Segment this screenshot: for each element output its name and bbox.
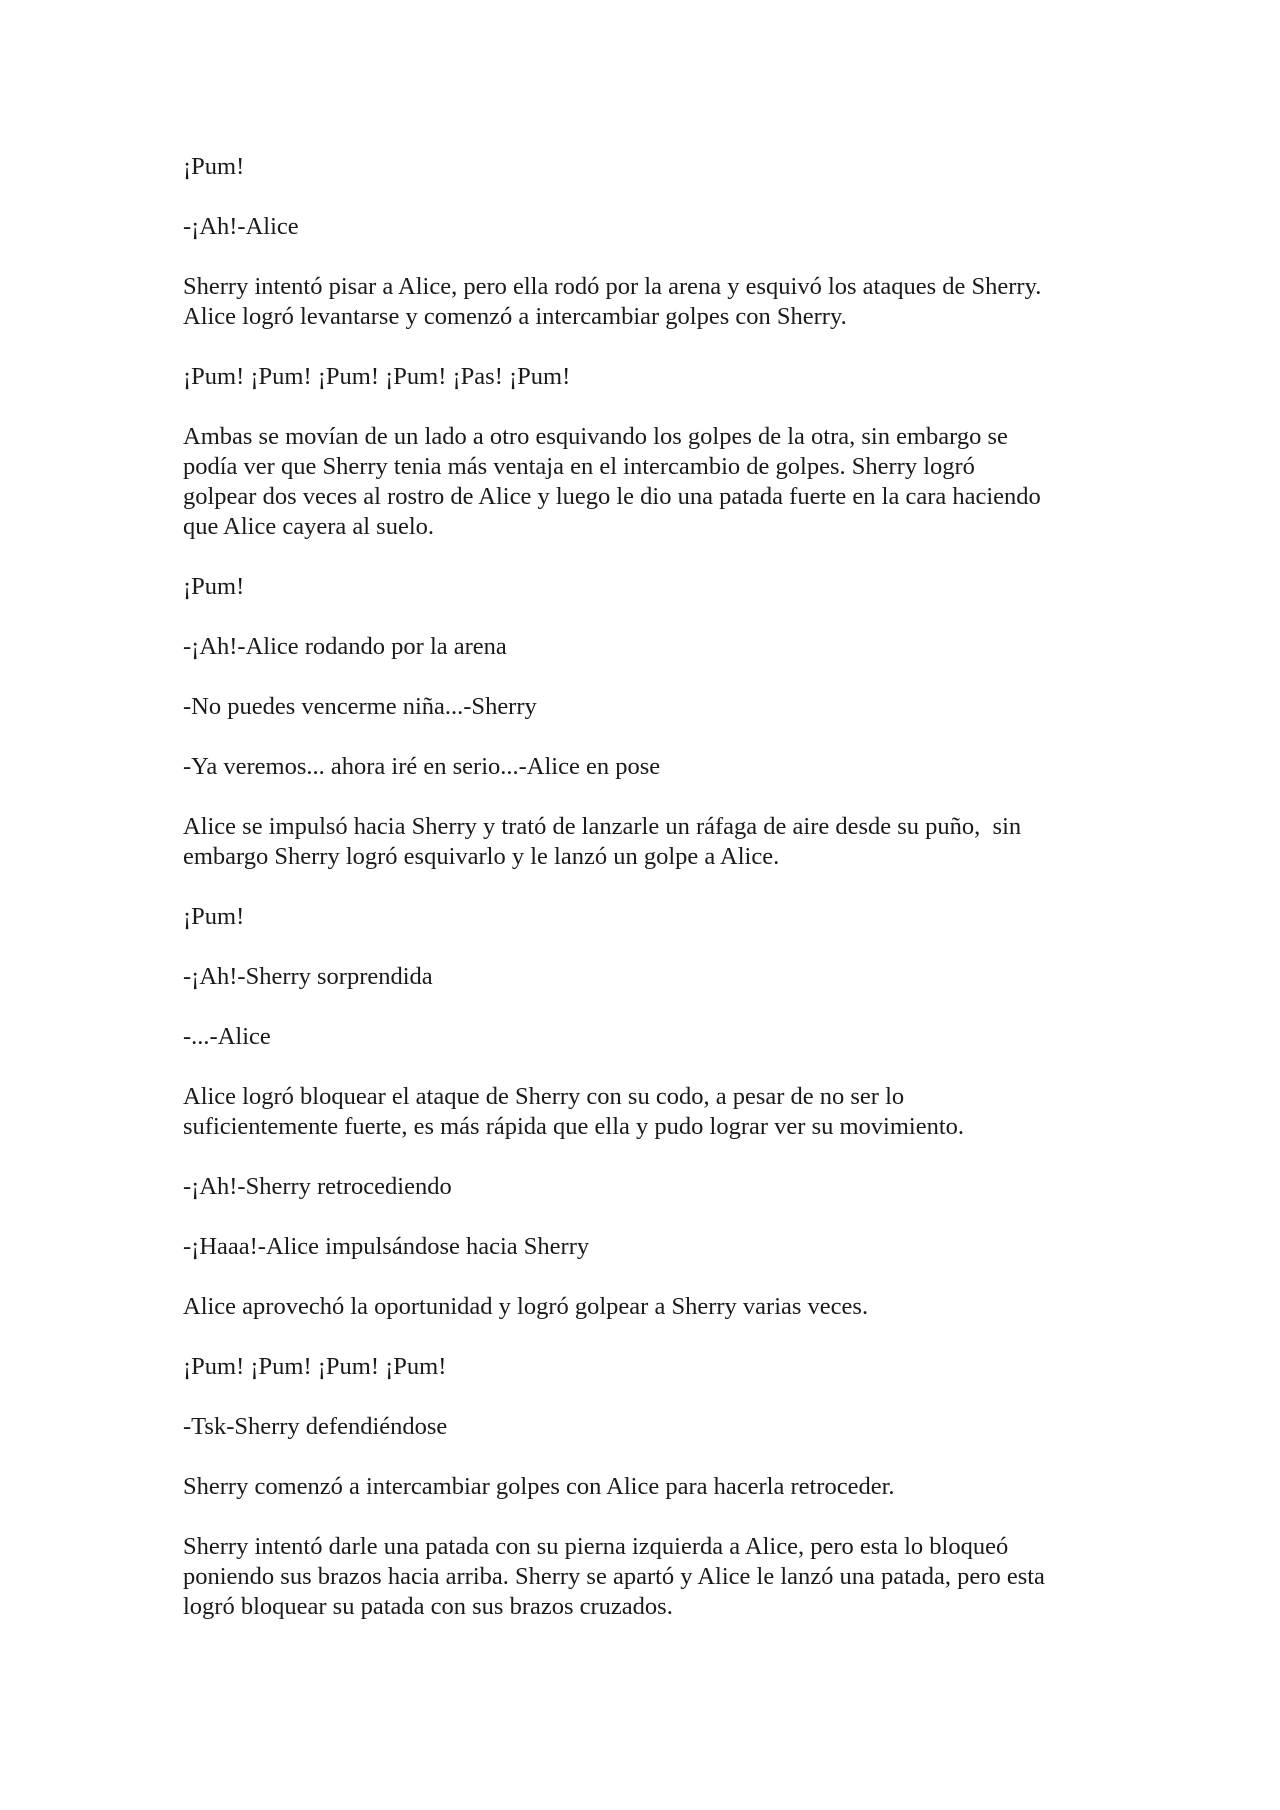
paragraph-12: -¡Ah!-Sherry sorprendida [183, 963, 433, 990]
paragraph-13: -...-Alice [183, 1023, 271, 1050]
paragraph-7: -¡Ah!-Alice rodando por la arena [183, 633, 507, 660]
paragraph-11: ¡Pum! [183, 903, 245, 930]
paragraph-16: -¡Haaa!-Alice impulsándose hacia Sherry [183, 1233, 590, 1260]
document-page [183, 152, 1103, 1652]
paragraph-8: -No puedes vencerme niña...-Sherry [183, 693, 537, 720]
paragraph-15: -¡Ah!-Sherry retrocediendo [183, 1173, 452, 1200]
paragraph-14: Alice logró bloquear el ataque de Sherry con su codo, a pesar de no ser lo suficientemente fuerte, es más rápida que ella y pudo lograr ver su movimiento. [183, 1083, 965, 1140]
paragraph-1: ¡Pum! [183, 153, 245, 180]
paragraph-3: Sherry intentó pisar a Alice, pero ella rodó por la arena y esquivó los ataques de Sherry. Alice logró levantarse y comenzó a intercambiar golpes con Sherry. [183, 273, 1042, 330]
paragraph-10: Alice se impulsó hacia Sherry y trató de lanzarle un ráfaga de aire desde su puño, sin embargo Sherry logró esquivarlo y le lanzó un golpe a Alice. [183, 813, 1022, 870]
paragraph-21: Sherry intentó darle una patada con su pierna izquierda a Alice, pero esta lo bloqueó poniendo sus brazos hacia arriba. Sherry se apartó y Alice le lanzó una patada, pero esta logró bloquear su patada con sus brazos cruzados. [183, 1533, 1045, 1620]
paragraph-20: Sherry comenzó a intercambiar golpes con Alice para hacerla retroceder. [183, 1473, 895, 1500]
paragraph-18: ¡Pum! ¡Pum! ¡Pum! ¡Pum! [183, 1353, 447, 1380]
paragraph-2: -¡Ah!-Alice [183, 213, 299, 240]
paragraph-19: -Tsk-Sherry defendiéndose [183, 1413, 448, 1440]
paragraph-5: Ambas se movían de un lado a otro esquivando los golpes de la otra, sin embargo se podía ver que Sherry tenia más ventaja en el intercambio de golpes. Sherry logró golpear dos veces al rostro de Alice y luego le dio una patada fuerte en la cara haciendo que Alice cayera al suelo. [183, 423, 1041, 540]
paragraph-17: Alice aprovechó la oportunidad y logró golpear a Sherry varias veces. [183, 1293, 869, 1320]
paragraph-9: -Ya veremos... ahora iré en serio...-Alice en pose [183, 753, 661, 780]
paragraph-4: ¡Pum! ¡Pum! ¡Pum! ¡Pum! ¡Pas! ¡Pum! [183, 363, 571, 390]
paragraph-6: ¡Pum! [183, 573, 245, 600]
